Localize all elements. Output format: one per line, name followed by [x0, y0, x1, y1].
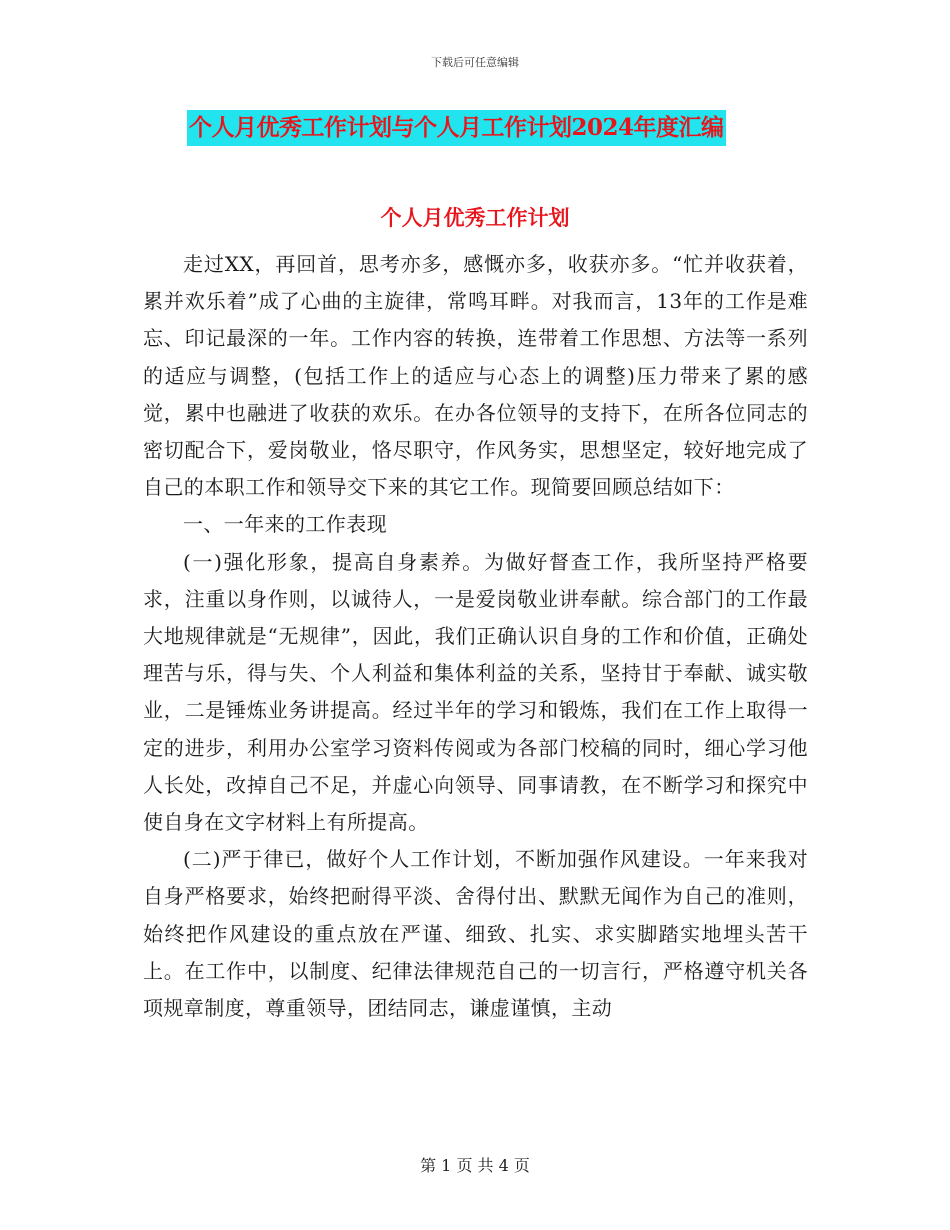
document-title: 个人月优秀工作计划与个人月工作计划2024年度汇编 — [187, 110, 726, 146]
paragraph-section-2: (二)严于律已，做好个人工作计划，不断加强作风建设。一年来我对自身严格要求，始终把耐得平淡、舍得付出、默默无闻作为自己的准则，始终把作风建设的重点放在严谨、细致、扎实、求实脚踏实地埋头苦干上。在工作中，以制度、纪律法律规范自己的一切言行，严格遵守机关各项规章制度，尊重领导，团结同志，谦虚谨慎，主动 — [143, 847, 808, 1021]
section-title: 个人月优秀工作计划 — [380, 205, 570, 230]
body-text — [143, 246, 808, 1027]
paragraph-intro: 走过XX，再回首，思考亦多，感慨亦多，收获亦多。“忙并收获着，累并欢乐着”成了心曲的主旋律，常鸣耳畔。对我而言，13年的工作是难忘、印记最深的一年。工作内容的转换，连带着工作思想、方法等一系列的适应与调整，(包括工作上的适应与心态上的调整)压力带来了累的感觉，累中也融进了收获的欢乐。在办各位领导的支持下，在所各位同志的密切配合下，爱岗敬业，恪尽职守，作风务实，思想坚定，较好地完成了自己的本职工作和领导交下来的其它工作。现简要回顾总结如下： — [143, 252, 808, 500]
paragraph-heading-1: 一、一年来的工作表现 — [183, 512, 387, 537]
header-note: 下载后可任意编辑 — [431, 56, 519, 69]
page-footer: 第 1 页 共 4 页 — [420, 1156, 530, 1175]
paragraph-section-1: (一)强化形象，提高自身素养。为做好督查工作，我所坚持严格要求，注重以身作则，以诚待人，一是爱岗敬业讲奉献。综合部门的工作最大地规律就是“无规律”，因此，我们正确认识自身的工作和价值，正确处理苦与乐，得与失、个人利益和集体利益的关系，坚持甘于奉献、诚实敬业，二是锤炼业务讲提高。经过半年的学习和锻炼，我们在工作上取得一定的进步，利用办公室学习资料传阅或为各部门校稿的同时，细心学习他人长处，改掉自己不足，并虚心向领导、同事请教，在不断学习和探究中使自身在文字材料上有所提高。 — [143, 549, 808, 835]
